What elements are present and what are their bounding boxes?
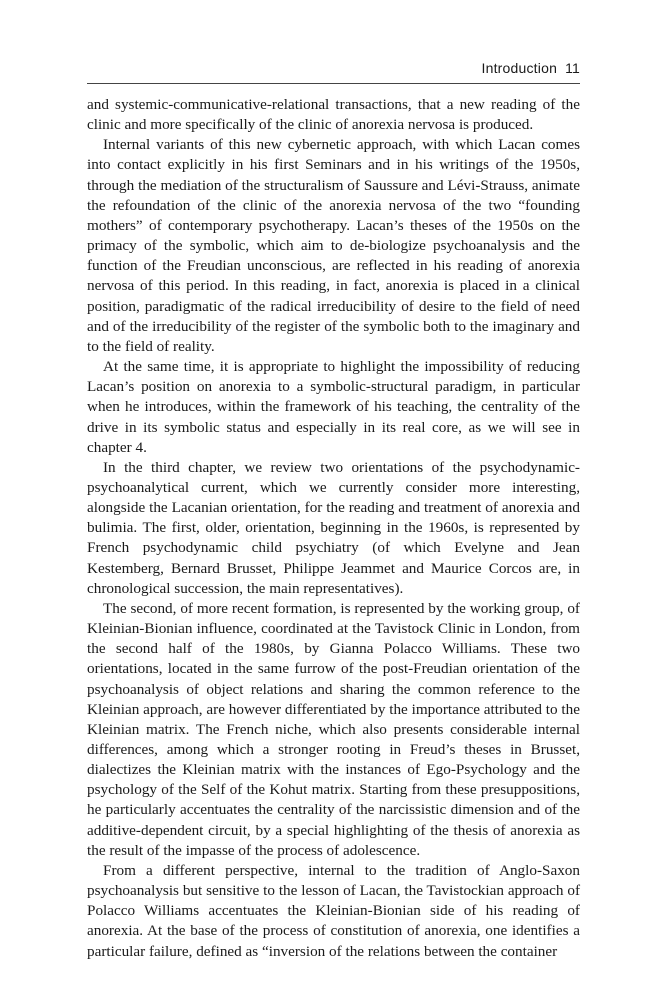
body-text	[87, 95, 580, 962]
section-title: Introduction	[481, 60, 558, 76]
paragraph-continuation: and systemic-communicative-relational transactions, that a new reading of the clinic and more specifically of the clinic of anorexia nervosa is produced.	[87, 96, 580, 134]
running-head	[87, 58, 580, 84]
paragraph: From a different perspective, internal to the tradition of Anglo-Saxon psychoanalysis but sensitive to the lesson of Lacan, the Tavistockian approach of Polacco Williams accentuates the Kleinian-Bionian side of his reading of anorexia. At the base of the process of constitution of anorexia, one identifies a particular failure, defined as “inversion of the relations between the container	[87, 861, 580, 960]
page-number: 11	[565, 60, 580, 76]
paragraph: At the same time, it is appropriate to highlight the impossibility of reducing Lacan’s position on anorexia to a symbolic-structural paradigm, in particular when he introduces, within the framework of his teaching, the centrality of the drive in its symbolic status and especially in its real core, as we will see in chapter 4.	[87, 358, 580, 456]
paragraph: Internal variants of this new cybernetic approach, with which Lacan comes into contact explicitly in his first Seminars and in his writings of the 1950s, through the mediation of the structuralism of Saussure and Lévi-Strauss, animate the refoundation of the clinic of the anorexia nervosa of the two “founding mothers” of contemporary psychotherapy. Lacan’s theses of the 1950s on the primacy of the symbolic, which aim to de-biologize psychoanalysis and the function of the Freudian unconscious, are reflected in his reading of anorexia nervosa of this period. In this reading, in fact, anorexia is placed in a clinical position, paradigmatic of the radical irreducibility of desire to the field of need and of the irreducibility of the register of the symbolic both to the imaginary and to the field of reality.	[87, 136, 580, 355]
paragraph: The second, of more recent formation, is represented by the working group, of Kleinian-Bionian influence, coordinated at the Tavistock Clinic in London, from the second half of the 1980s, by Gianna Polacco Williams. These two orientations, located in the same furrow of the post-Freudian orientation of the psychoanalysis of object relations and sharing the common reference to the Kleinian approach, are however differentiated by the importance attributed to the Kleinian matrix. The French niche, which also presents considerable internal differences, among which a stronger rooting in Freud’s theses in Brusset, dialectizes the Kleinian matrix with the instances of Ego-Psychology and the psychology of the Self of the Kohut matrix. Starting from these presuppositions, he particularly accentuates the centrality of the narcissistic dimension and of the additive-dependent circuit, by a special highlighting of the thesis of anorexia as the result of the impasse of the process of adolescence.	[87, 599, 580, 859]
running-head-text	[482, 60, 581, 76]
paragraph: In the third chapter, we review two orientations of the psychodynamic-psychoanalytical current, which we currently consider more interesting, alongside the Lacanian orientation, for the reading and treatment of anorexia and bulimia. The first, older, orientation, beginning in the 1960s, is represented by French psychodynamic child psychiatry (of which Evelyne and Jean Kestemberg, Bernard Brusset, Philippe Jeammet and Maurice Corcos are, in chronological succession, the main representatives).	[87, 458, 580, 597]
